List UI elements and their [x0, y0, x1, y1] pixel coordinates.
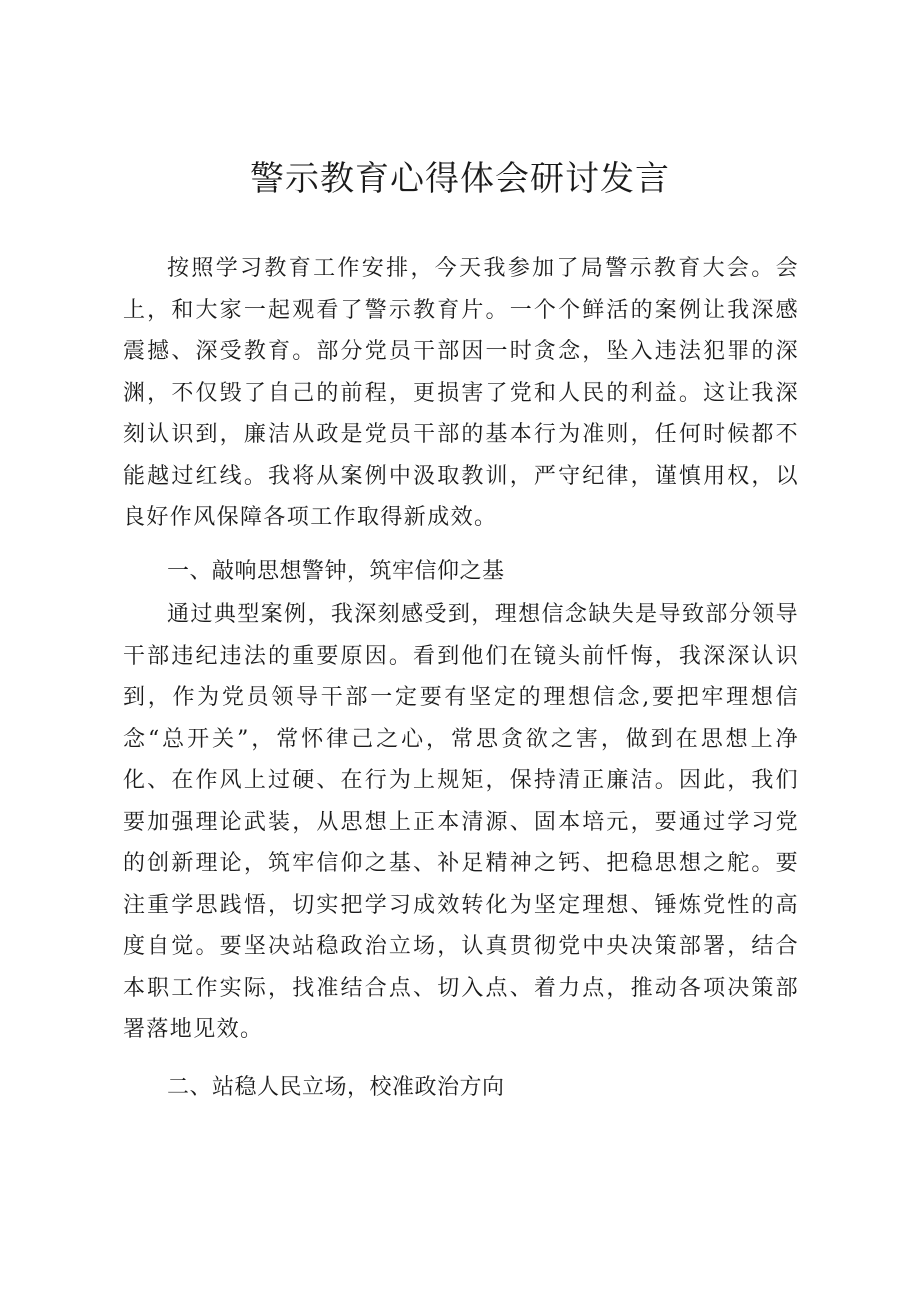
- section-1-heading: 一、敲响思想警钟，筑牢信仰之基: [167, 558, 505, 584]
- section-2-heading: 二、站稳人民立场，校准政治方向: [167, 1074, 505, 1100]
- document-body: [123, 248, 799, 1110]
- document-title: 警示教育心得体会研讨发言: [250, 159, 670, 199]
- intro-paragraph: 按照学习教育工作安排，今天我参加了局警示教育大会。会上，和大家一起观看了警示教育片。一个个鲜活的案例让我深感震撼、深受教育。部分党员干部因一时贪念，坠入违法犯罪的深渊，不仅毁了自己的前程，更损害了党和人民的利益。这让我深刻认识到，廉洁从政是党员干部的基本行为准则，任何时候都不能越过红线。我将从案例中汲取教训，严守纪律，谨慎用权，以良好作风保障各项工作取得新成效。: [123, 256, 799, 530]
- section-1-paragraph: 通过典型案例，我深刻感受到，理想信念缺失是导致部分领导干部违纪违法的重要原因。看到他们在镜头前忏悔，我深深认识到，作为党员领导干部一定要有坚定的理想信念,要把牢理想信念“总开关”，常怀律己之心，常思贪欲之害，做到在思想上净化、在作风上过硬、在行为上规矩，保持清正廉洁。因此，我们要加强理论武装，从思想上正本清源、固本培元，要通过学习党的创新理论，筑牢信仰之基、补足精神之钙、把稳思想之舵。要注重学思践悟，切实把学习成效转化为坚定理想、锤炼党性的高度自觉。要坚决站稳政治立场，认真贯彻党中央决策部署，结合本职工作实际，找准结合点、切入点、着力点，推动各项决策部署落地见效。: [123, 602, 799, 1042]
